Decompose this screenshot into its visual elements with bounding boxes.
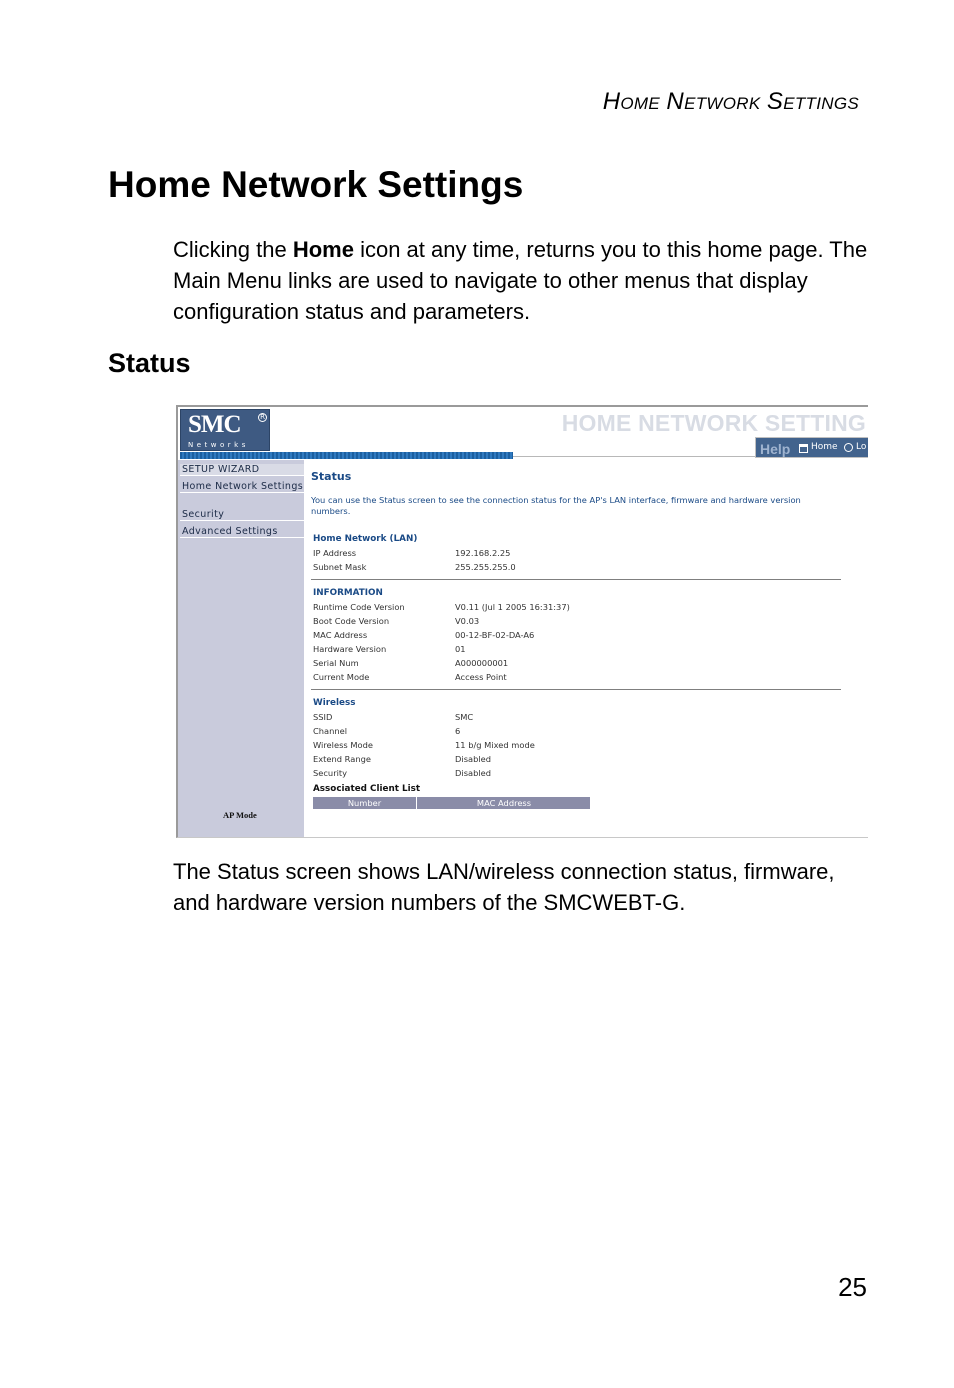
row-label: Serial Num bbox=[313, 658, 359, 668]
row-label: SSID bbox=[313, 712, 333, 722]
information-section-title: INFORMATION bbox=[313, 588, 383, 598]
intro-text: Clicking the bbox=[173, 237, 293, 262]
running-head-word: OME bbox=[620, 94, 660, 113]
row-label: Extend Range bbox=[313, 754, 371, 764]
logout-icon[interactable] bbox=[844, 443, 853, 452]
associated-client-list-title: Associated Client List bbox=[313, 784, 421, 794]
caption-paragraph: The Status screen shows LAN/wireless connection status, firmware, and hardware version numbers of the SMCWEBT-G. bbox=[173, 859, 835, 915]
registered-mark-icon: R bbox=[258, 413, 267, 422]
running-head-letter: N bbox=[666, 88, 685, 115]
row-value: V0.11 (Jul 1 2005 16:31:37) bbox=[455, 602, 570, 612]
row-value: Access Point bbox=[455, 672, 507, 682]
row-value: Disabled bbox=[455, 768, 492, 778]
row-value: 01 bbox=[455, 644, 466, 654]
home-icon[interactable] bbox=[799, 444, 808, 453]
smc-logo bbox=[180, 409, 270, 451]
column-header-mac-address: MAC Address bbox=[476, 798, 532, 808]
status-screenshot bbox=[176, 405, 868, 838]
logout-link[interactable]: Lo bbox=[856, 442, 867, 452]
row-value: 192.168.2.25 bbox=[455, 548, 511, 558]
row-label: MAC Address bbox=[313, 630, 368, 640]
section-title-status: Status bbox=[108, 348, 191, 378]
status-content bbox=[311, 460, 868, 838]
section-divider bbox=[311, 689, 841, 690]
home-link[interactable]: Home bbox=[811, 442, 838, 452]
row-label: Subnet Mask bbox=[313, 562, 367, 572]
row-label: Runtime Code Version bbox=[313, 602, 405, 612]
ap-mode-label: AP Mode bbox=[223, 810, 257, 820]
intro-bold-home: Home bbox=[292, 237, 354, 262]
wireless-section-title: Wireless bbox=[313, 698, 356, 708]
row-label: IP Address bbox=[313, 548, 357, 558]
row-value: 00-12-BF-02-DA-A6 bbox=[455, 630, 535, 640]
running-head-word: ETWORK bbox=[684, 94, 761, 113]
menu-item-advanced-settings[interactable]: Advanced Settings bbox=[180, 526, 304, 538]
page-title: Home Network Settings bbox=[108, 164, 524, 205]
row-value: SMC bbox=[455, 712, 474, 722]
row-value: 11 b/g Mixed mode bbox=[455, 740, 535, 750]
intro-text: icon at any time, returns you to this home page. The Main Menu links are used to navigate to other menus that display configuration status and parameters. bbox=[173, 237, 868, 324]
page-number: 25 bbox=[838, 1272, 867, 1302]
row-label: Boot Code Version bbox=[313, 616, 390, 626]
status-description: You can use the Status screen to see the connection status for the AP's LAN interface, firmware and hardware version numbers. bbox=[311, 495, 801, 516]
row-value: Disabled bbox=[455, 754, 492, 764]
column-header-number: Number bbox=[313, 797, 417, 809]
top-toolbar bbox=[755, 437, 868, 458]
status-heading: Status bbox=[311, 470, 352, 483]
running-head-letter: H bbox=[602, 88, 621, 115]
header-blue-bar bbox=[180, 452, 513, 459]
running-head bbox=[603, 88, 859, 116]
logo-subtext: Networks bbox=[188, 441, 249, 449]
menu-item-home-network-settings[interactable]: Home Network Settings bbox=[182, 481, 304, 492]
client-list-header bbox=[313, 797, 590, 809]
menu-item-setup-wizard[interactable]: SETUP WIZARD bbox=[180, 464, 304, 476]
logo-text: SMC bbox=[188, 411, 241, 438]
menu-item-security[interactable]: Security bbox=[180, 509, 304, 521]
running-head-letter: S bbox=[766, 88, 784, 115]
row-label: Channel bbox=[313, 726, 348, 736]
help-button[interactable]: Help bbox=[760, 441, 791, 457]
row-value: 255.255.255.0 bbox=[455, 562, 516, 572]
row-label: Wireless Mode bbox=[313, 740, 373, 750]
section-divider bbox=[311, 579, 841, 580]
intro-paragraph bbox=[173, 234, 873, 327]
row-value: V0.03 bbox=[455, 616, 480, 626]
row-label: Hardware Version bbox=[313, 644, 387, 654]
lan-section-title: Home Network (LAN) bbox=[313, 534, 418, 544]
header-title: HOME NETWORK SETTING bbox=[561, 410, 866, 436]
row-value: 6 bbox=[455, 726, 461, 736]
main-menu-sidebar bbox=[178, 460, 304, 838]
running-head-word: ETTINGS bbox=[783, 94, 859, 113]
row-label: Security bbox=[313, 768, 348, 778]
row-value: A000000001 bbox=[455, 658, 509, 668]
row-label: Current Mode bbox=[313, 672, 370, 682]
